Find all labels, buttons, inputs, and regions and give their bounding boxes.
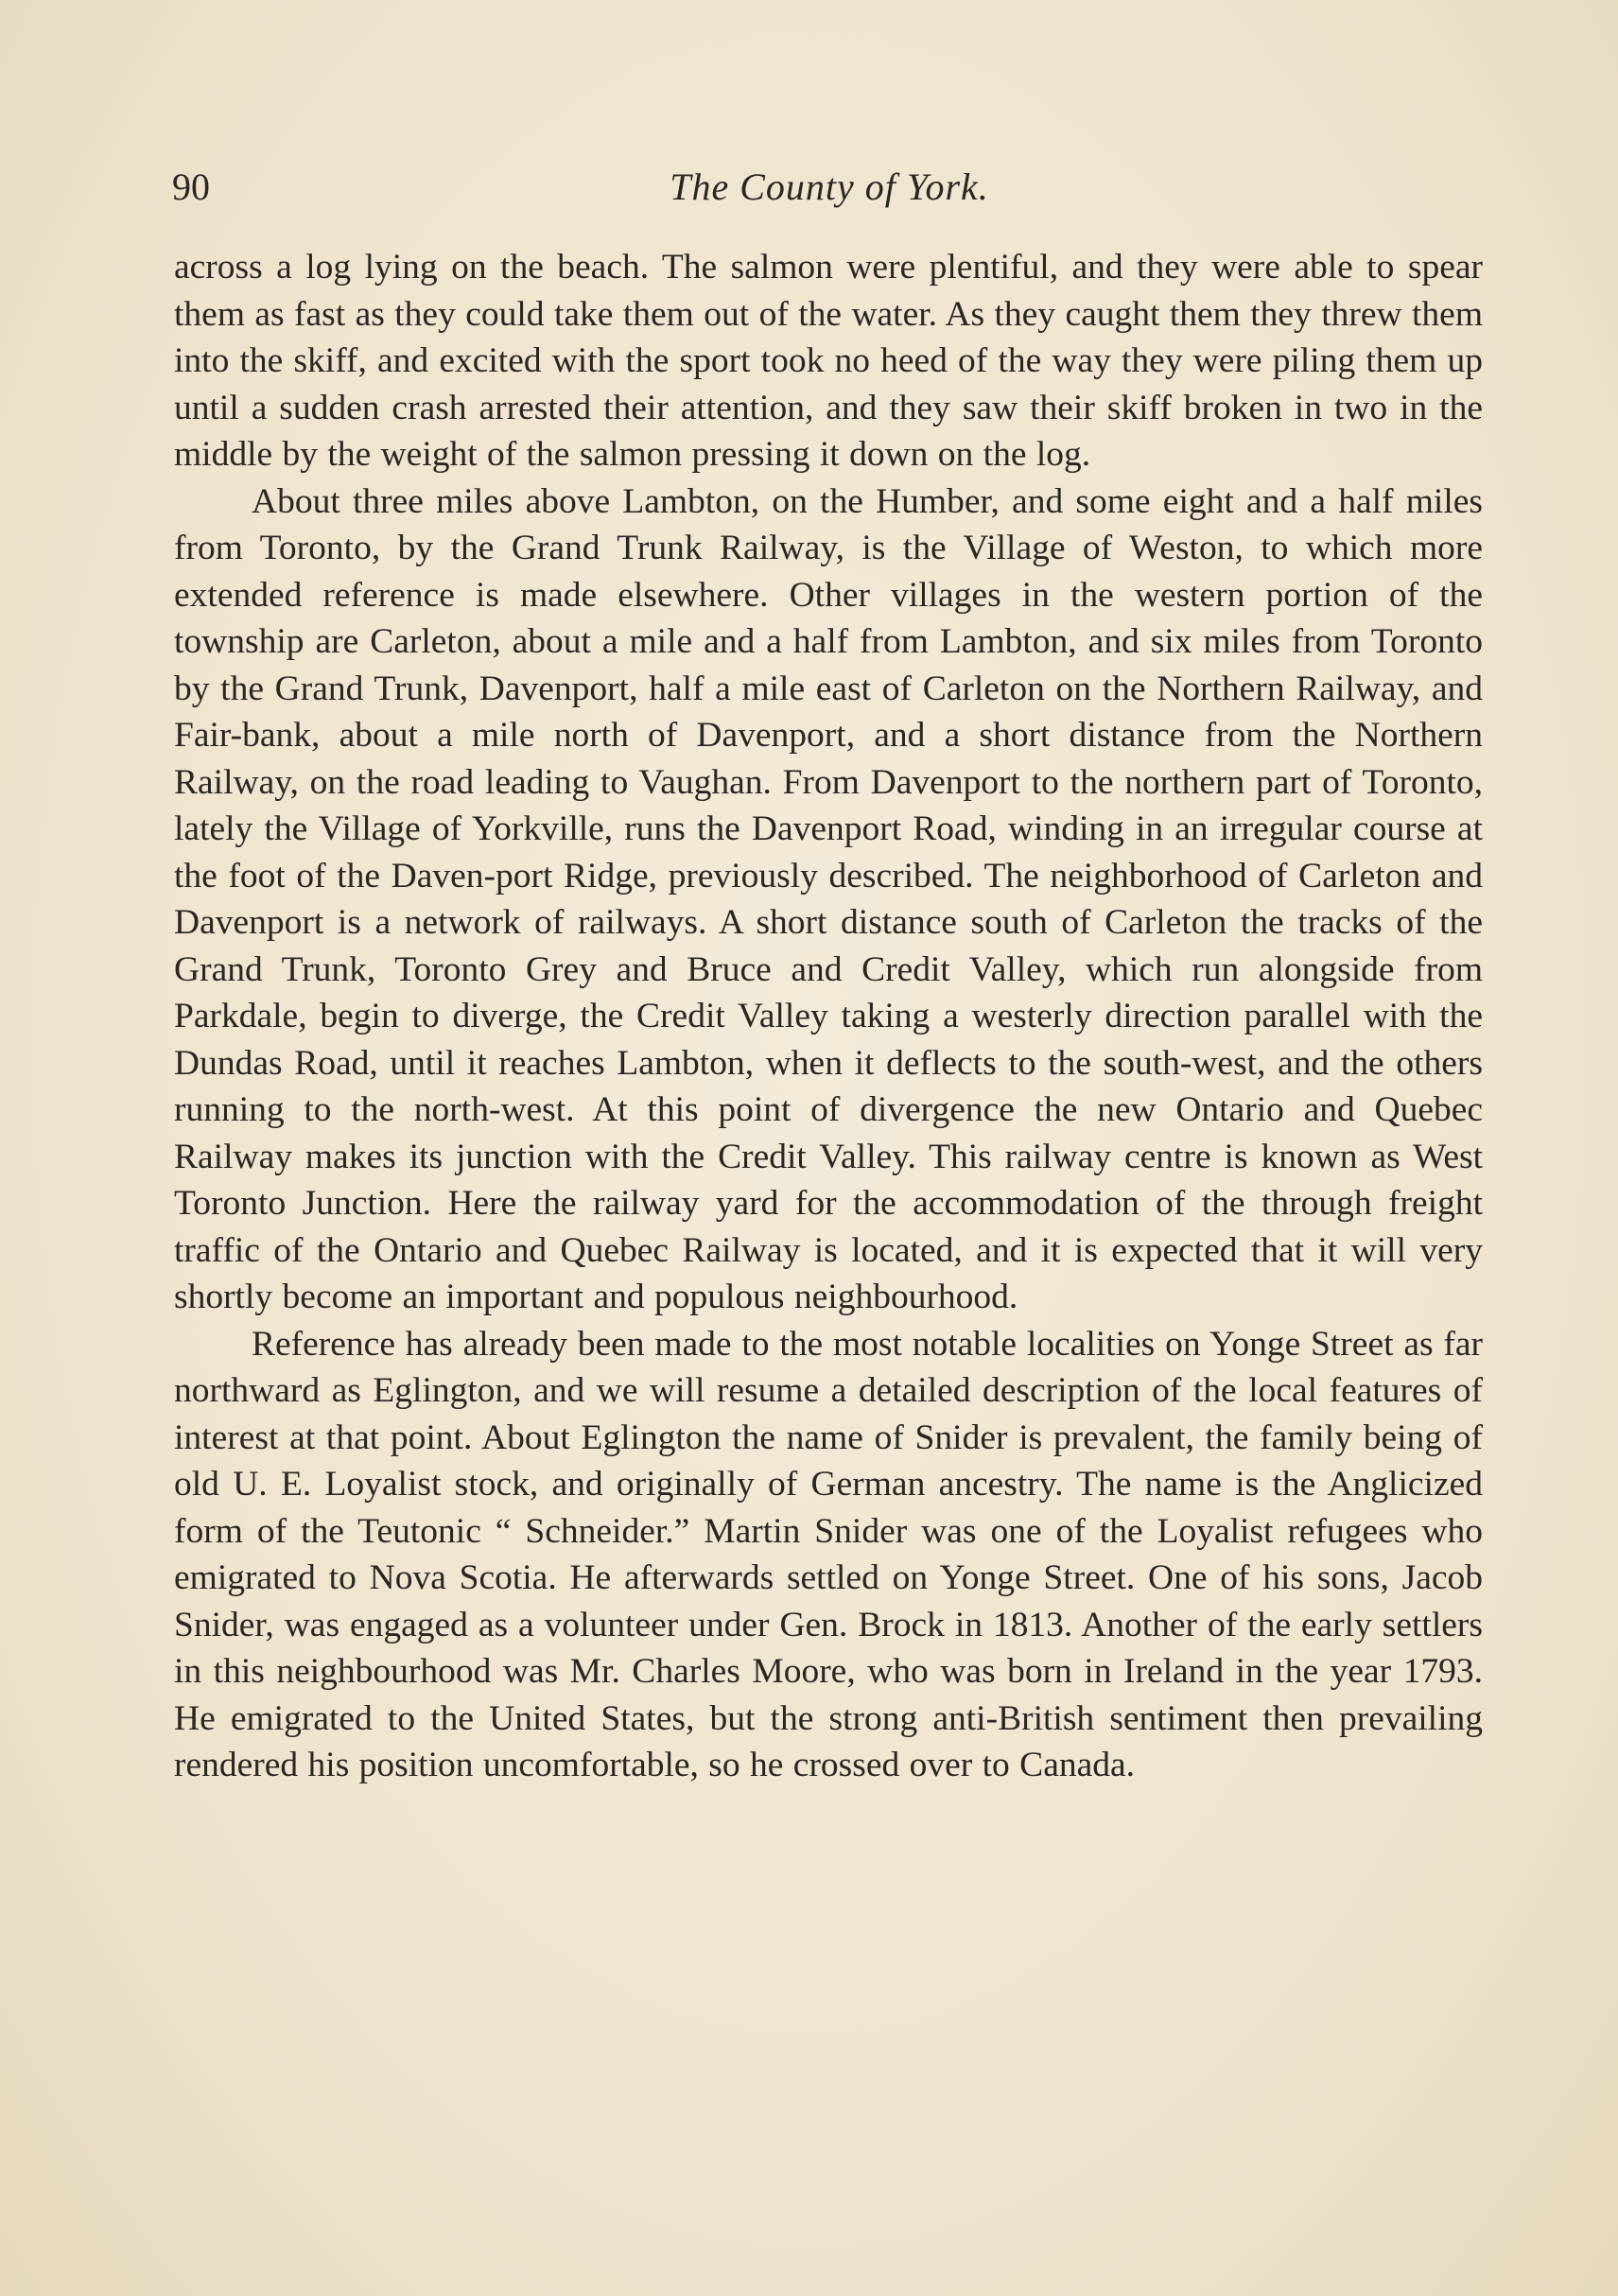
page-header [172, 159, 1487, 216]
body-text [174, 244, 1483, 1789]
paragraph-yonge-street: Reference has already been made to the most notable localities on Yonge Street as far northward as Eglington, and we will resume a detailed description of the local features of interest at that point. About Eglington the name of Snider is prevalent, the family being of old U. E. Loyalist stock, and originally of German ancestry. The name is the Anglicized form of the Teutonic “ Schneider.” Martin Snider was one of the Loyalist refugees who emigrated to Nova Scotia. He afterwards settled on Yonge Street. One of his sons, Jacob Snider, was engaged as a volunteer under Gen. Brock in 1813. Another of the early settlers in this neighbourhood was Mr. Charles Moore, who was born in Ireland in the year 1793. He emigrated to the United States, but the strong anti-British sentiment then prevailing rendered his position uncomfortable, so he crossed over to Canada. [174, 1324, 1483, 1784]
page-number: 90 [172, 165, 210, 208]
paragraph-continued: across a log lying on the beach. The salmon were plentiful, and they were able to spear them as fast as they could take them out of the water. As they caught them they threw them into the skiff, and excited with the sport took no heed of the way they were piling them up until a sudden crash arrested their attention, and they saw their skiff broken in two in the middle by the weight of the salmon pressing it down on the log. [174, 248, 1483, 474]
paragraph-villages: About three miles above Lambton, on the Humber, and some eight and a half miles from Toronto, by the Grand Trunk Railway, is the Village of Weston, to which more extended reference is made elsewhere. Other villages in the western portion of the township are Carleton, about a mile and a half from Lambton, and six miles from Toronto by the Grand Trunk, Davenport, half a mile east of Carleton on the Northern Railway, and Fair-bank, about a mile north of Davenport, and a short distance from the Northern Railway, on the road leading to Vaughan. From Davenport to the northern part of Toronto, lately the Village of Yorkville, runs the Davenport Road, winding in an irregular course at the foot of the Daven-port Ridge, previously described. The neighborhood of Carleton and Davenport is a network of railways. A short distance south of Carleton the tracks of the Grand Trunk, Toronto Grey and Bruce and Credit Valley, which run alongside from Parkdale, begin to diverge, the Credit Valley taking a westerly direction parallel with the Dundas Road, until it reaches Lambton, when it deflects to the south-west, and the others running to the north-west. At this point of divergence the new Ontario and Quebec Railway makes its junction with the Credit Valley. This railway centre is known as West Toronto Junction. Here the railway yard for the accommodation of the through freight traffic of the Ontario and Quebec Railway is located, and it is expected that it will very shortly become an important and populous neighbourhood. [174, 481, 1483, 1316]
running-title: The County of York. [670, 165, 989, 208]
